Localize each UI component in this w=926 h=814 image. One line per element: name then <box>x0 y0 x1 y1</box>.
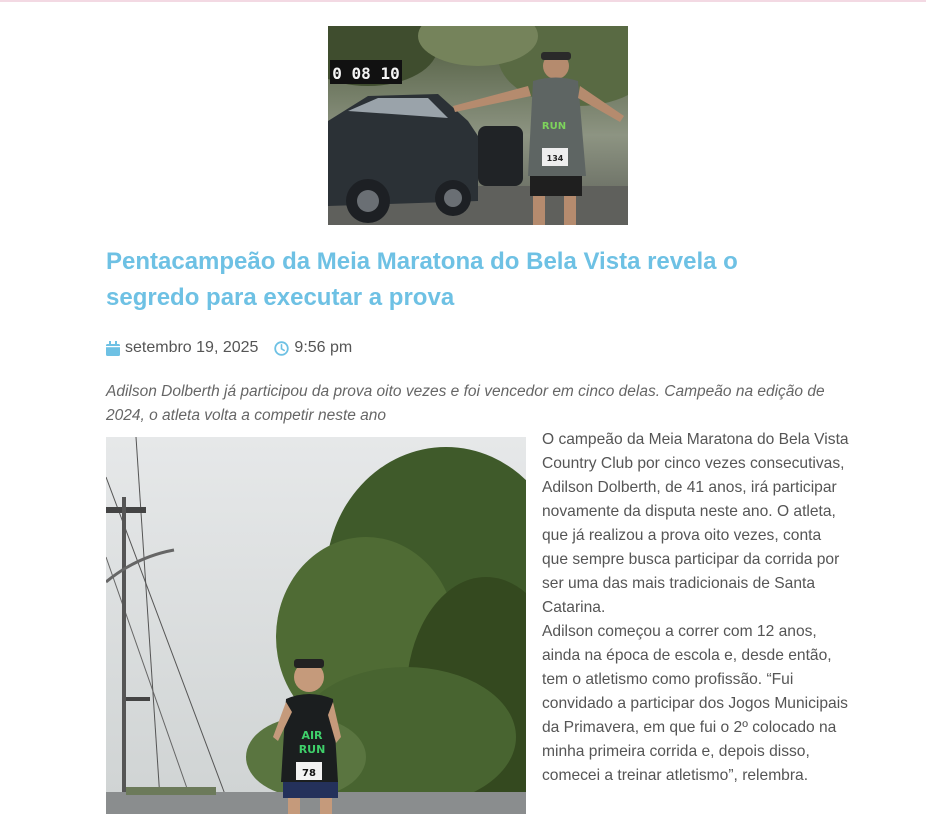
featured-image[interactable] <box>328 26 628 225</box>
post-date-text: setembro 19, 2025 <box>125 339 259 356</box>
featured-photo <box>328 26 628 225</box>
body-shirt-text-bottom: RUN <box>298 743 326 756</box>
runner-photo <box>106 437 526 814</box>
body-shirt-text-top: AIR <box>301 729 323 742</box>
calendar-icon <box>106 341 120 356</box>
article-paragraph: O campeão da Meia Maratona do Bela Vista Country Club por cinco vezes consecutivas, Adilson Dolberth, de 41 anos, irá participar novamente da disputa neste ano. O atleta, que já realizou a prova oito vezes, conta que sempre busca participar da corrida por ser uma das mais tradicionais de Santa Catarina. <box>542 431 849 616</box>
article-lead: Adilson Dolberth já participou da prova oito vezes e foi vencedor em cinco delas. Campeão na edição de 2024, o atleta volta a competir neste ano <box>106 383 825 424</box>
post-date[interactable] <box>106 339 258 357</box>
post-time[interactable] <box>274 339 352 357</box>
featured-shirt-text: RUN <box>541 121 567 132</box>
race-clock-text: 0 08 10 <box>332 64 400 83</box>
body-bib-number: 78 <box>302 768 316 779</box>
top-border <box>0 0 926 2</box>
clock-icon <box>274 341 289 356</box>
body-image[interactable] <box>106 437 526 814</box>
featured-bib-number: 134 <box>546 154 564 163</box>
article-title: Pentacampeão da Meia Maratona do Bela Vista revela o segredo para executar a prova <box>106 248 738 311</box>
article-paragraph: Adilson começou a correr com 12 anos, ainda na época de escola e, desde então, tem o atletismo como profissão. “Fui convidado a participar dos Jogos Municipais da Primavera, em que fui o 2º colocado na minha primeira corrida e, depois disso, comecei a treinar atletismo”, relembra. <box>542 623 848 784</box>
post-meta <box>106 337 368 359</box>
article-body <box>542 428 850 788</box>
post-time-text: 9:56 pm <box>294 339 353 356</box>
